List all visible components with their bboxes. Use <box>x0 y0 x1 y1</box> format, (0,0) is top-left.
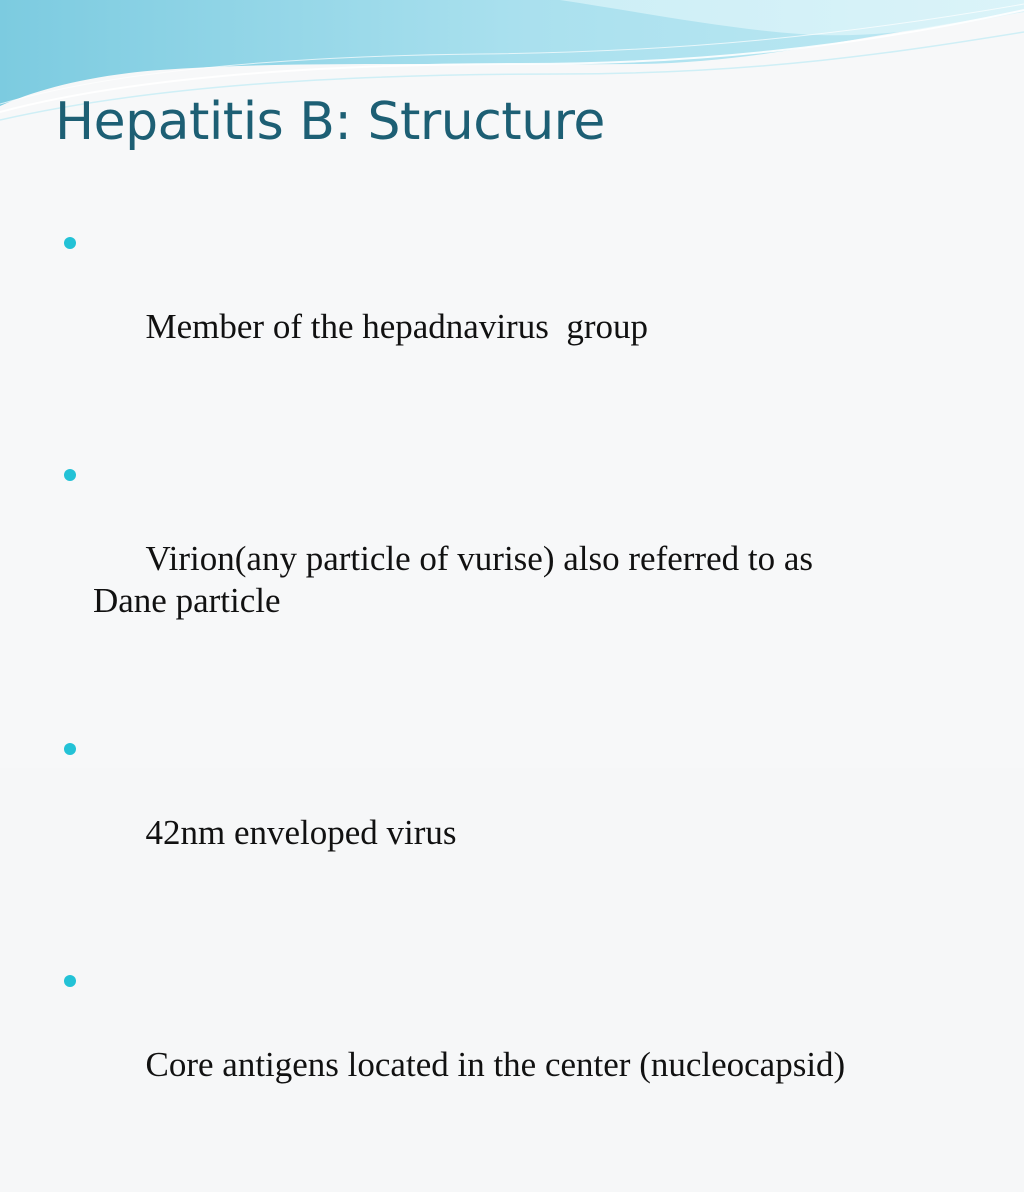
bullet-text: 42nm enveloped virus <box>145 813 457 852</box>
bullet-text: Member of the hepadnavirus group <box>145 307 648 346</box>
bullet-text: Core antigens located in the center (nucleocapsid) <box>145 1045 846 1084</box>
bullet-list <box>64 222 964 1192</box>
bullet-dot-icon <box>64 743 76 755</box>
bullet-dot-icon <box>64 237 76 249</box>
bullet-item <box>64 728 964 896</box>
bullet-item <box>64 454 964 664</box>
bullet-text: Virion(any particle of vurise) also referred to as Dane particle <box>93 539 813 620</box>
slide-title: Hepatitis B: Structure <box>55 92 605 152</box>
bullet-item <box>64 960 964 1128</box>
bullet-dot-icon <box>64 469 76 481</box>
bullet-item <box>64 222 964 390</box>
bullet-dot-icon <box>64 975 76 987</box>
